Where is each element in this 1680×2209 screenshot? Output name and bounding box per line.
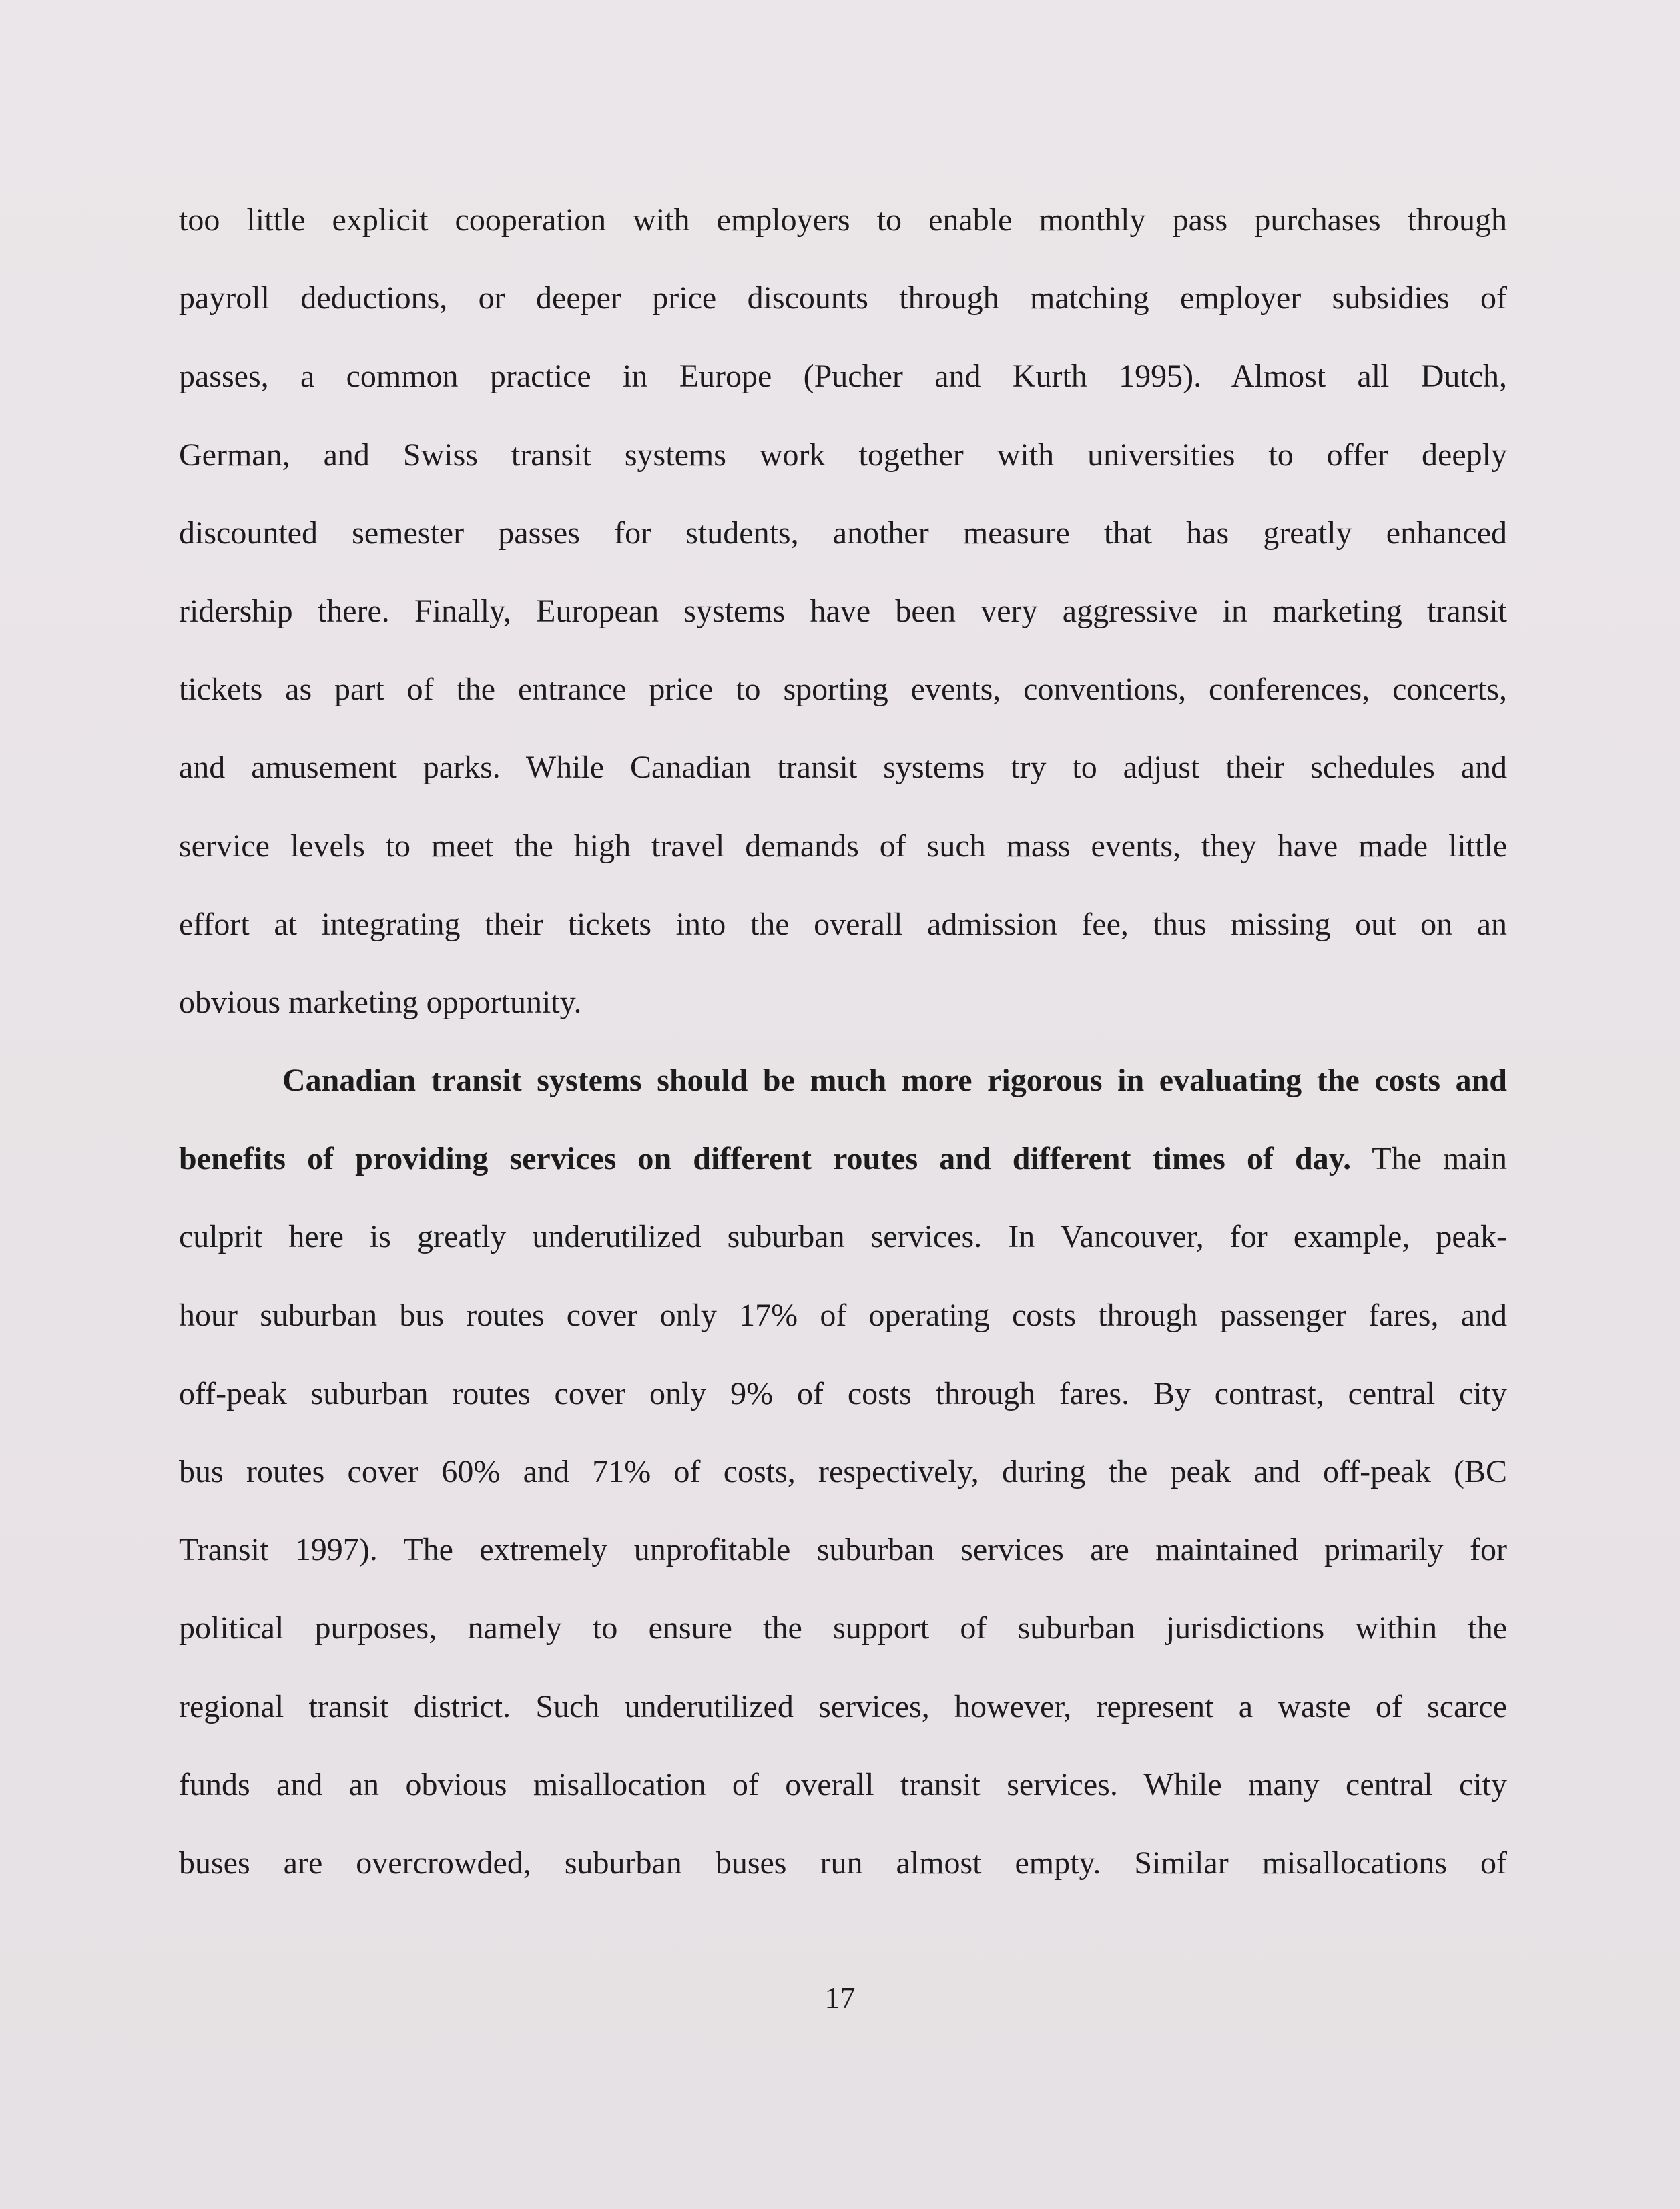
text-line: bus routes cover 60% and 71% of costs, respectively, during the peak and off-peak (BC: [179, 1454, 1507, 1489]
text-line: regional transit district. Such underutilized services, however, represent a waste of scarce: [179, 1688, 1507, 1724]
text-line: effort at integrating their tickets into the overall admission fee, thus missing out on an: [179, 906, 1507, 942]
line-continuation: The main: [1351, 1141, 1507, 1177]
text-line: payroll deductions, or deeper price discounts through matching employer subsidies of: [179, 280, 1507, 316]
text-line: and amusement parks. While Canadian transit systems try to adjust their schedules and: [179, 750, 1507, 786]
text-line: Transit 1997). The extremely unprofitable suburban services are maintained primarily for: [179, 1532, 1507, 1568]
paragraph-2: [179, 1055, 1507, 1916]
page-number: 17: [824, 1981, 856, 2015]
text-line: service levels to meet the high travel demands of such mass events, they have made little: [179, 828, 1507, 864]
text-line: buses are overcrowded, suburban buses run almost empty. Similar misallocations of: [179, 1845, 1507, 1881]
text-line: off-peak suburban routes cover only 9% of costs through fares. By contrast, central city: [179, 1375, 1507, 1411]
text-line: funds and an obvious misallocation of overall transit services. While many central city: [179, 1766, 1507, 1802]
text-line: hour suburban bus routes cover only 17% of operating costs through passenger fares, and: [179, 1297, 1507, 1333]
text-line: too little explicit cooperation with employers to enable monthly pass purchases through: [179, 202, 1507, 238]
text-line: passes, a common practice in Europe (Pucher and Kurth 1995). Almost all Dutch,: [179, 358, 1507, 395]
text-line: discounted semester passes for students, another measure that has greatly enhanced: [179, 515, 1507, 551]
paragraph-1: [179, 195, 1507, 1055]
mixed-line: [179, 1134, 1507, 1212]
text-line: political purposes, namely to ensure the support of suburban jurisdictions within the: [179, 1610, 1507, 1646]
bold-lead-line: Canadian transit systems should be much more rigorous in evaluating the costs and: [282, 1063, 1507, 1099]
bold-lead-text: benefits of providing services on different routes and different times of day.: [179, 1141, 1352, 1177]
text-line: German, and Swiss transit systems work together with universities to offer deeply: [179, 437, 1507, 473]
text-line: ridership there. Finally, European systems have been very aggressive in marketing transit: [179, 593, 1507, 629]
text-line: tickets as part of the entrance price to sporting events, conventions, conferences, concerts,: [179, 672, 1507, 708]
text-line: obvious marketing opportunity.: [179, 984, 582, 1020]
body-text: [179, 195, 1507, 1916]
text-line: culprit here is greatly underutilized suburban services. In Vancouver, for example, peak-: [179, 1219, 1507, 1255]
